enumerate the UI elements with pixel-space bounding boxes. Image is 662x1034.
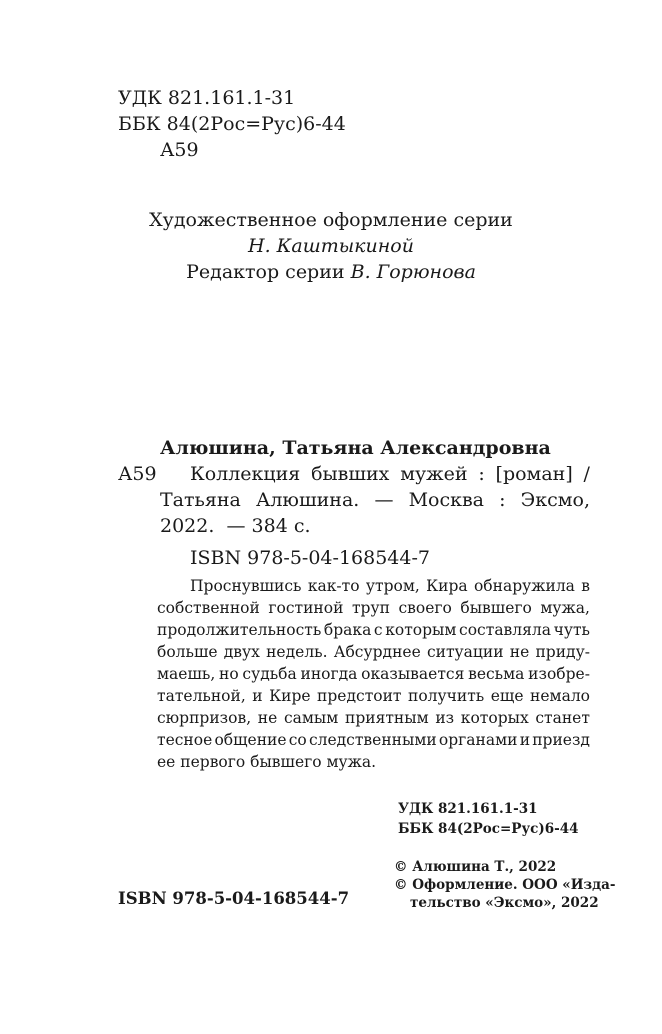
annotation-line (157, 708, 590, 729)
annotation-word: иногда (300, 665, 358, 683)
annotation-word: Кира (426, 577, 468, 595)
annotation-word: которых (460, 709, 529, 727)
bbk-code: ББК 84(2Рос=Рус)6-44 (118, 113, 346, 135)
annotation-line (157, 620, 590, 641)
title-line-1: Коллекция бывших мужей : [роман] / (190, 463, 590, 485)
annotation-word: еще (490, 687, 524, 705)
designer-name: Н. Каштыкиной (248, 235, 414, 257)
annotation-word: собственной (157, 599, 260, 617)
copyright-author: © Алюшина Т., 2022 (394, 859, 557, 875)
annotation-word: Абсурднее (333, 643, 421, 661)
annotation-word: тесное (157, 731, 213, 749)
annotation-word: тательной, (157, 687, 246, 705)
annotation-word: брака (323, 621, 372, 639)
annotation-word: маешь, (157, 665, 216, 683)
annotation-word: приезд (532, 731, 590, 749)
catalog-isbn: ISBN 978-5-04-168544-7 (190, 547, 430, 569)
annotation-word: весьма (468, 665, 525, 683)
title-line-3: 2022. — 384 с. (160, 515, 311, 537)
annotation-word: как-то (307, 577, 360, 595)
annotation-word: из (435, 709, 455, 727)
annotation-word: мужа, (540, 599, 590, 617)
annotation-word: Кире (269, 687, 311, 705)
annotation-line (157, 598, 590, 619)
annotation-word: немало (530, 687, 590, 705)
annotation-word: органами (438, 731, 518, 749)
annotation-word: не (509, 643, 530, 661)
annotation-word: приду- (535, 643, 590, 661)
author-heading: Алюшина, Татьяна Александровна (160, 437, 551, 459)
annotation-word: самым (283, 709, 339, 727)
annotation-word: судьба (242, 665, 297, 683)
annotation-word: с (373, 621, 383, 639)
annotation-word: в (581, 577, 590, 595)
annotation-word: обнаружила (473, 577, 575, 595)
annotation-word: следственными (308, 731, 437, 749)
annotation-line (157, 686, 590, 707)
annotation-word: бывшего (460, 599, 532, 617)
annotation-word: оказывается (361, 665, 465, 683)
catalog-mark: А59 (118, 463, 157, 485)
annotation-word: утром, (365, 577, 420, 595)
annotation-word: труп (351, 599, 390, 617)
annotation-word: своего (398, 599, 452, 617)
footer-isbn: ISBN 978-5-04-168544-7 (118, 889, 350, 908)
annotation-word: не (257, 709, 278, 727)
annotation-word: со (288, 731, 307, 749)
annotation-word: чуть (553, 621, 590, 639)
annotation-word: общение (214, 731, 287, 749)
annotation-word: двух (223, 643, 260, 661)
annotation-line (157, 730, 590, 751)
annotation-line: ее первого бывшего мужа. (157, 753, 377, 771)
annotation-line (157, 642, 590, 663)
annotation-word: недель. (266, 643, 328, 661)
bottom-bbk-code: ББК 84(2Рос=Рус)6-44 (398, 821, 579, 837)
annotation-word: и (519, 731, 531, 749)
annotation-line (190, 576, 590, 597)
annotation-word: предстоит (317, 687, 402, 705)
bottom-udk-code: УДК 821.161.1-31 (398, 801, 538, 817)
udk-code: УДК 821.161.1-31 (118, 87, 296, 109)
copyright-publisher: тельство «Эксмо», 2022 (410, 895, 599, 911)
annotation-word: но (218, 665, 239, 683)
annotation-word: сюрпризов, (157, 709, 252, 727)
annotation-word: которым (385, 621, 457, 639)
annotation-word: приятным (344, 709, 429, 727)
annotation-word: ситуации (426, 643, 504, 661)
title-line-2: Татьяна Алюшина. — Москва : Эксмо, (160, 489, 590, 511)
annotation-word: получить (408, 687, 485, 705)
annotation-word: Проснувшись (190, 577, 302, 595)
copyright-design: © Оформление. ООО «Изда- (394, 877, 616, 893)
annotation-word: составляла (459, 621, 551, 639)
annotation-word: больше (157, 643, 218, 661)
annotation-word: станет (535, 709, 590, 727)
annotation-word: гостиной (268, 599, 344, 617)
design-credit-label: Художественное оформление серии (149, 209, 513, 231)
editor-label: Редактор серии (186, 261, 345, 283)
editor-name: В. Горюнова (350, 261, 476, 283)
author-mark: А59 (160, 139, 199, 161)
annotation-word: продолжительность (157, 621, 322, 639)
annotation-line (157, 664, 590, 685)
annotation-word: и (252, 687, 263, 705)
annotation-word: изобре- (528, 665, 590, 683)
editor-credit (0, 260, 662, 284)
